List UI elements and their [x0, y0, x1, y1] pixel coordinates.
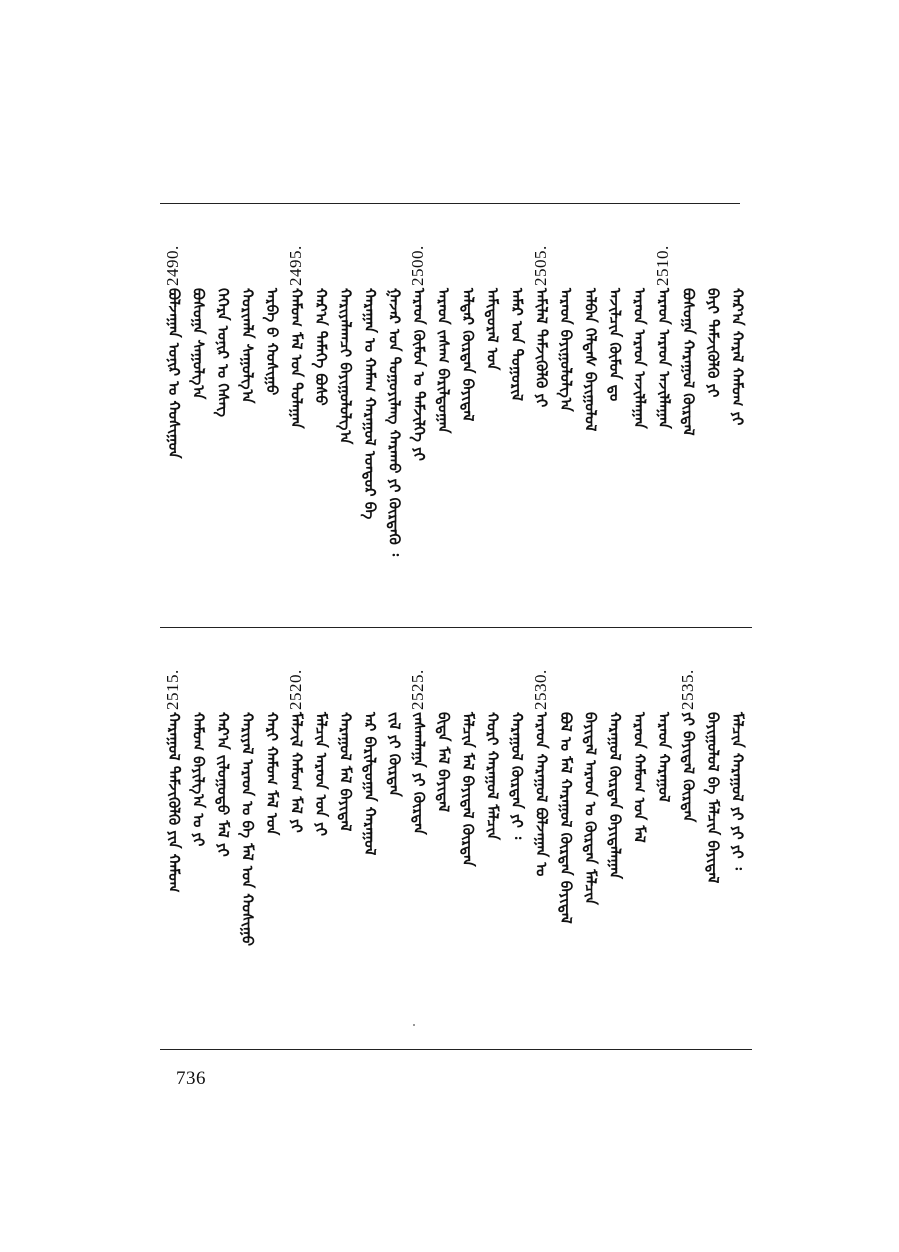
verse-line: ᠬᠣᠷᠢ ᠬᠠᠷᠠᠭᠤᠯ ᠮᠠᠯᠴᠢᠨ [483, 712, 502, 841]
line-number: 2500. [408, 245, 427, 286]
upper-verse-section [160, 236, 747, 606]
verse-line: ᠠᠷᠠᠳ ᠠᠷᠠᠳ ᠠᠵᠢᠯᠯᠠᠭᠠᠨ [630, 288, 649, 429]
line-number: 2510. [653, 245, 672, 286]
top-rule [160, 203, 740, 204]
verse-line: ᠪᠠᠶᠢᠭᠤᠯᠤᠯ ᠪᠠ ᠮᠠᠯᠴᠢᠨ ᠪᠠᠶᠢᠳᠠᠯ [704, 712, 722, 884]
verse-line: ᠪᠣᠰᠣᠭᠠ ᠬᠠᠷᠠᠭᠤᠯ ᠬᠦᠷᠲᠡᠯ [679, 288, 698, 436]
verse-line: ᠭᠠᠵᠠᠷ ᠤᠨ ᠳᠤᠭᠤᠶᠢᠯᠠᠩ ᠬᠠᠷᠠᠬᠤ ᠶᠢ ᠬᠦᠷᠳᠡᠬᠦ ᠄ [385, 288, 404, 557]
verse-line: ᠮᠠᠯᠴᠢᠨ ᠬᠠᠷᠠᠭᠤᠯ ᠶᠢ ᠶᠢ ᠶᠢ ᠄ [728, 712, 747, 870]
verse-line: ᠬᠠᠷᠠᠭᠤᠯ ᠳᠡᠮᠵᠢᠭᠦᠯᠬᠦ ᠶᠢᠨ ᠬᠠᠮᠤᠭ [165, 712, 183, 893]
page-number: 736 [176, 1068, 206, 1089]
verse-line: ᠠᠷᠠᠳ ᠬᠠᠷᠠᠭᠤᠯ [655, 712, 673, 803]
verse-line: ᠠᠯᠪᠠᠨ ᠬᠡᠯᠲᠡᠰ ᠪᠠᠶᠢᠭᠤᠯᠤᠯ [581, 288, 600, 432]
verse-line: ᠠᠷᠠᠳ ᠬᠠᠮᠤᠭ ᠤᠨ ᠮᠠᠯ [630, 712, 649, 843]
verse-line: ᠬᠡᠭᠡᠷᠡ ᠣᠨᠢᠷ ᠤ ᠬᠡᠰᠡᠭ [214, 288, 232, 418]
verse-line: ᠵᠢᠯ ᠶᠢ ᠬᠦᠷᠳᠡᠨ [385, 712, 404, 797]
verse-line: ᠬᠠᠷᠠᠭᠤᠯ ᠬᠦᠷᠳᠡᠨ ᠪᠠᠶᠢᠳᠠᠯᠠᠭᠠᠨ [606, 712, 624, 879]
verse-line: ᠬᠠᠮᠤᠭ ᠪᠠᠶᠢᠯᠭ᠎ᠠ ᠤ ᠶᠢ [189, 712, 208, 847]
verse-line: ᠠᠷᠠᠳ ᠵᠠᠰᠠᠭ ᠪᠠᠷᠢᠯᠳᠤᠭᠠᠨ [434, 288, 453, 434]
verse-line: ᠮᠠᠯᠴᠢᠨ ᠮᠠᠯ ᠪᠠᠶᠢᠳᠠᠯ ᠬᠦᠷᠳᠡᠨ [459, 712, 477, 867]
verse-line: ᠠᠵᠢᠯᠴᠢᠨ ᠬᠦᠮᠦᠨ ᠳᠤ [606, 288, 624, 402]
verse-line: ᠬᠣᠷᠢᠭᠯᠠ ᠰᠠᠭᠤᠯᠭ᠎ᠠ [238, 288, 257, 404]
verse-line: ᠬᠠᠷᠠᠭᠤᠯ ᠬᠦᠷᠳᠡᠨ ᠶᠢ ᠄ [508, 712, 526, 840]
verse-line: ᠬᠠᠷᠢ ᠬᠠᠮᠤᠭ ᠮᠠᠯ ᠤᠨ [263, 712, 281, 836]
middle-rule [160, 627, 752, 628]
line-number: 2515. [163, 669, 182, 710]
lower-verse-section [160, 660, 752, 1030]
verse-line: ᠪᠣᠯ ᠤ ᠮᠠᠯ ᠬᠠᠷᠠᠭᠤᠯ ᠬᠦᠷᠳᠡᠨ ᠪᠠᠶᠢᠳᠠᠯ [557, 712, 575, 924]
verse-line: ᠮᠠᠯᠴᠢᠨ ᠠᠷᠠᠳ ᠤᠨ ᠶᠢ [312, 712, 330, 837]
verse-line: ᠮᠠᠯᠵᠢᠯ ᠬᠠᠮᠤᠭ ᠮᠠᠯ ᠶᠢ [287, 712, 306, 833]
verse-line: ᠬᠠᠷ᠎ᠠ ᠬᠠᠷᠠᠯ ᠬᠠᠮᠤᠭ ᠶᠢ [728, 288, 747, 426]
verse-column [724, 660, 752, 870]
verse-line: ᠬᠠᠷᠠᠭᠤᠯ ᠮᠠᠯ ᠪᠠᠶᠢᠳᠠᠯ [336, 712, 355, 832]
line-number: 2525. [408, 669, 427, 710]
line-number: 2490. [163, 245, 182, 286]
line-number: 2535. [677, 669, 697, 710]
verse-line: ᠠᠷᠠᠳ ᠬᠠᠷᠠᠭᠤᠯ ᠪᠣᠯᠵᠠᠭᠠᠨ ᠤ [532, 712, 551, 877]
verse-line: ᠠᠷᠪᠠ ᠪ ᠬᠣᠰᠢᠭᠤ [263, 288, 281, 396]
verse-line: ᠪᠠᠶᠢ ᠳᠡᠮᠵᠢᠭᠦᠯᠬᠦ ᠶᠢ [704, 288, 722, 398]
bottom-rule [160, 1049, 752, 1050]
verse-line: ᠠᠷ ᠪᠠᠷᠢᠯᠳᠤᠭᠠᠨ ᠬᠠᠷᠠᠭᠤᠯ [361, 712, 379, 856]
line-number: 2495. [285, 245, 305, 286]
verse-line: ᠠᠮᠢᠳᠤᠷᠠᠯ ᠤᠨ [483, 288, 502, 371]
verse-line: ᠠᠷᠠᠳ ᠬᠦᠮᠦᠨ ᠤ ᠳᠡᠮᠵᠢᠯᠭᠡ ᠶᠢ [410, 288, 428, 461]
verse-line: ᠬᠠᠷᠢᠶᠠᠯᠠᠭᠴᠢ ᠪᠠᠶᠢᠭᠤᠯᠤᠯᠭ᠎ᠠ [336, 288, 355, 445]
verse-line: ᠠᠷᠠᠳ ᠪᠠᠶᠢᠭᠤᠯᠤᠯᠭ᠎ᠠ [557, 288, 575, 412]
verse-line: ᠵᠠᠰᠠᠭᠯᠠᠭᠠ ᠶᠢ ᠬᠦᠷᠳᠡᠨ [410, 712, 428, 835]
verse-line: ᠬᠠᠷᠢᠶᠠᠯ ᠠᠷᠠᠳ ᠤ ᠪᠠ ᠮᠠᠯ ᠤᠨ ᠬᠤᠰᠢᠭᠤ [238, 712, 257, 946]
verse-line: ᠪᠠᠶᠢᠳᠠᠯ ᠠᠷᠠᠳ ᠤ ᠬᠦᠷᠳᠡᠨ ᠮᠠᠯᠴᠢᠨ [581, 712, 600, 905]
verse-line: ᠬᠠᠷ᠎ᠠ ᠲᠡᠮᠡᠭᠡ ᠪᠣᠰᠤ [312, 288, 330, 406]
verse-line: ᠠᠯᠳᠠᠷ ᠬᠦᠷᠳᠡᠨ ᠪᠠᠶᠢᠳᠠᠯ [459, 288, 477, 422]
verse-line: ᠬᠠᠷ᠎ᠠ ᠵᠢᠯᠤᠭᠤᠳᠤ ᠮᠠᠯ ᠶᠢ [214, 712, 232, 857]
verse-line: ᠠᠮᠠᠷ ᠤᠨ ᠲᠤᠭᠤᠷᠢᠯ [508, 288, 526, 401]
line-number: 2520. [285, 669, 305, 710]
line-number: 2530. [530, 669, 550, 710]
verse-line: ᠶᠢ ᠪᠠᠶᠢᠳᠠᠯ ᠬᠦᠷᠳᠡᠨ [679, 712, 698, 823]
verse-line: ᠬᠠᠮᠤᠭ ᠮᠠᠯ ᠤᠨ ᠳᠤᠯᠠᠭᠠᠨ [287, 288, 306, 429]
verse-line: ᠪᠣᠯᠵᠠᠭᠠᠨ ᠣᠨᠢᠷ ᠤ ᠬᠣᠰᠢᠭᠤᠨ [165, 288, 183, 459]
verse-line: ᠬᠠᠷᠠᠭᠠᠨ ᠤ ᠬᠠᠮᠠᠭ ᠬᠠᠷᠠᠭᠤᠯ ᠤᠨᠳᠤᠷ ᠪᠠ [361, 288, 379, 520]
verse-line: ᠠᠮᠢᠯᠠᠯ ᠳᠡᠮᠵᠢᠭᠦᠯᠬᠦ ᠶᠢ [532, 288, 551, 408]
verse-line: ᠪᠢᠳᠡ ᠮᠠᠯ ᠪᠠᠶᠢᠳᠠᠯ [434, 712, 453, 813]
verse-line: ᠪᠣᠰᠣᠭᠠ ᠰᠠᠭᠤᠯᠭ᠎ᠠ [189, 288, 208, 400]
verse-line: ᠠᠷᠠᠳ ᠠᠷᠠᠳ ᠠᠵᠢᠯᠯᠠᠭᠠᠨ [655, 288, 673, 429]
scan-speck [413, 1024, 415, 1026]
verse-column [724, 236, 752, 426]
line-number: 2505. [530, 245, 550, 286]
